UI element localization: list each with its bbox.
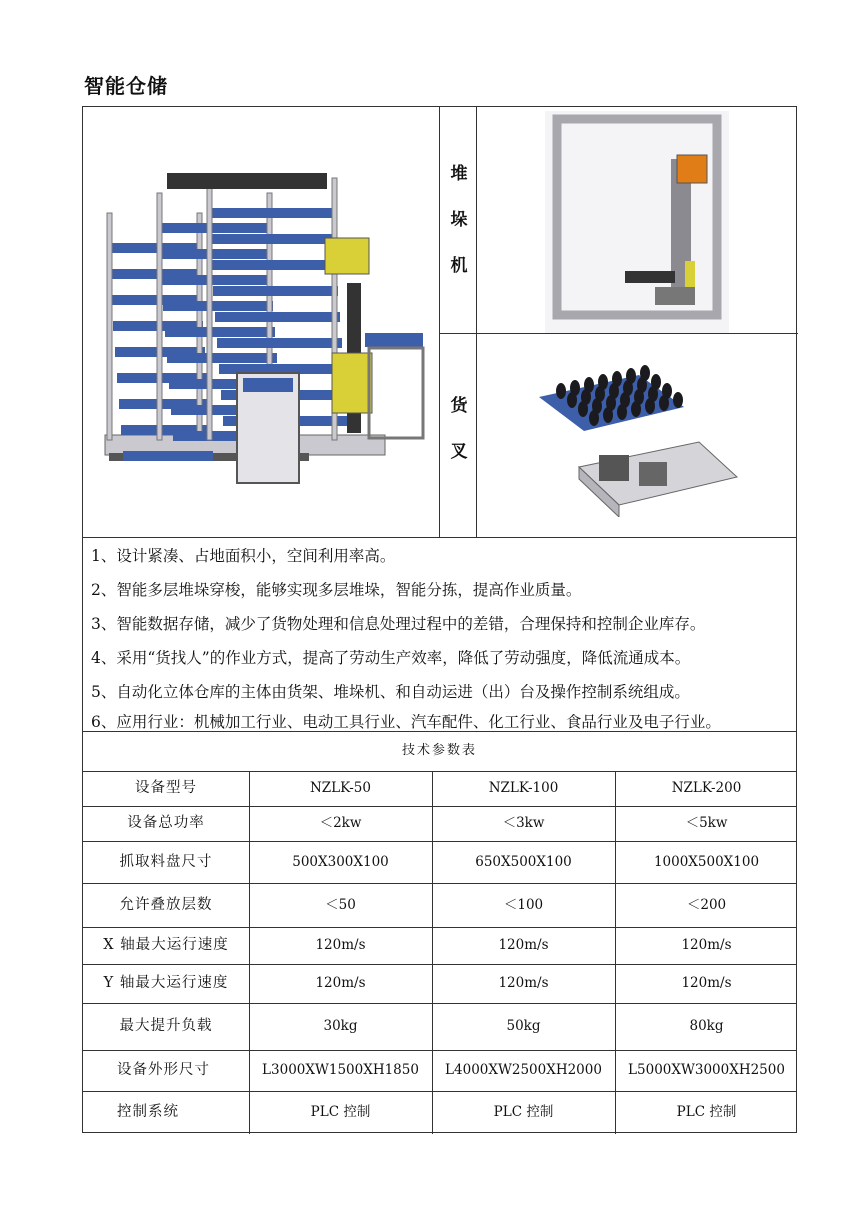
spec-value-cell: 120m/s (681, 937, 732, 953)
spec-value-cell: NZLK-200 (671, 780, 742, 796)
feature-item: 6、应用行业：机械加工行业、电动工具行业、汽车配件、化工行业、食品行业及电子行业。 (91, 713, 721, 731)
feature-item: 2、智能多层堆垛穿梭，能够实现多层堆垛，智能分拣，提高作业质量。 (91, 581, 582, 599)
spec-value-cell: ＜2kw (319, 815, 362, 831)
spec-value-cell: L5000XW3000XH2500 (628, 1062, 785, 1078)
feature-item: 4、采用“货找人”的作业方式，提高了劳动生产效率，降低了劳动强度，降低流通成本。 (91, 649, 691, 667)
spec-value-cell: 120m/s (498, 937, 549, 953)
automated-storage-rack-icon (97, 143, 437, 493)
spec-value-cell: 500X300X100 (292, 854, 389, 870)
spec-value-cell: 30kg (323, 1018, 358, 1034)
spec-row-label: 抓取料盘尺寸 (119, 854, 213, 870)
spec-row-label: 最大提升负载 (119, 1018, 213, 1034)
spec-row-label: 控制系统 (117, 1104, 179, 1120)
spec-value-cell: ＜50 (325, 897, 356, 913)
fork-label: 货 叉 (450, 396, 468, 462)
divider (439, 333, 798, 334)
spec-row-label: 设备总功率 (127, 815, 205, 831)
spec-value-cell: NZLK-50 (309, 780, 371, 796)
stacker-label: 堆 垛 机 (450, 164, 468, 276)
feature-list (91, 539, 791, 735)
spec-value-cell: 120m/s (498, 975, 549, 991)
spec-value-cell: 120m/s (315, 937, 366, 953)
spec-value-cell: ＜100 (503, 897, 544, 913)
spec-value-cell: L3000XW1500XH1850 (262, 1062, 419, 1078)
fork-unit-icon (539, 347, 739, 517)
stacker-crane-icon (545, 111, 729, 333)
spec-value-cell: L4000XW2500XH2000 (445, 1062, 602, 1078)
spec-row-label: 设备型号 (135, 780, 197, 796)
spec-row-label: 设备外形尺寸 (117, 1062, 210, 1078)
spec-value-cell: ＜3kw (502, 815, 545, 831)
spec-value-cell: PLC 控制 (493, 1104, 554, 1120)
page-title: 智能仓储 (84, 74, 168, 98)
column-divider (615, 771, 616, 1134)
column-divider (432, 771, 433, 1134)
feature-item: 1、设计紧凑、占地面积小，空间利用率高。 (91, 547, 396, 565)
spec-value-cell: 1000X500X100 (653, 854, 760, 870)
spec-value-cell: 120m/s (315, 975, 366, 991)
feature-item: 5、自动化立体仓库的主体由货架、堆垛机、和自动运进（出）台及操作控制系统组成。 (91, 683, 690, 701)
divider (83, 537, 796, 538)
spec-row-label: X 轴最大运行速度 (103, 937, 229, 953)
spec-value-cell: ＜200 (686, 897, 727, 913)
spec-value-cell: 650X500X100 (475, 854, 572, 870)
spec-row-label: 允许叠放层数 (119, 897, 213, 913)
divider (439, 107, 440, 537)
spec-value-cell: 120m/s (681, 975, 732, 991)
spec-value-cell: 80kg (689, 1018, 724, 1034)
product-sheet-table (82, 106, 797, 1133)
column-divider (249, 771, 250, 1134)
spec-value-cell: ＜5kw (685, 815, 728, 831)
spec-table-title: 技术参数表 (401, 743, 477, 758)
spec-value-cell: 50kg (506, 1018, 541, 1034)
spec-value-cell: PLC 控制 (676, 1104, 737, 1120)
spec-row-label: Y 轴最大运行速度 (103, 975, 229, 991)
feature-item: 3、智能数据存储，减少了货物处理和信息处理过程中的差错，合理保持和控制企业库存。 (91, 615, 706, 633)
spec-value-cell: PLC 控制 (310, 1104, 371, 1120)
spec-value-cell: NZLK-100 (488, 780, 559, 796)
